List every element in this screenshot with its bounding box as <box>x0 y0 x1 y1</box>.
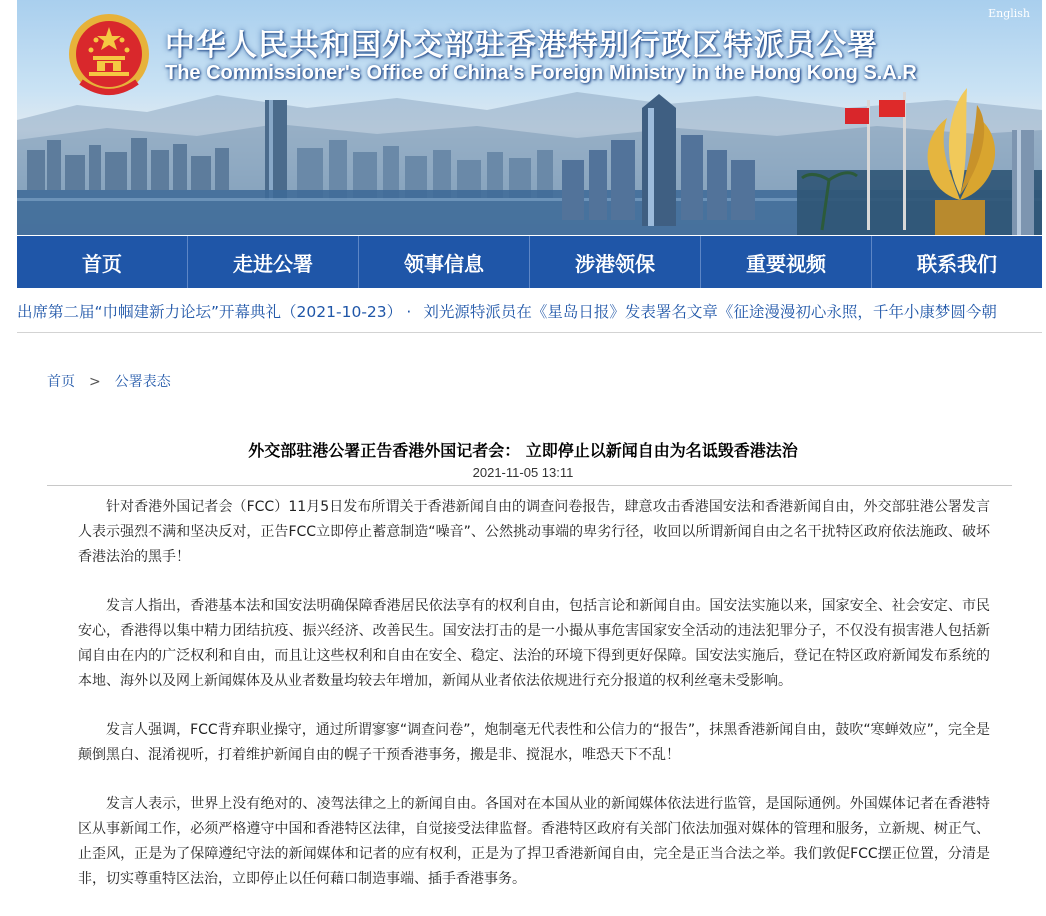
article-title: 外交部驻港公署正告香港外国记者会： 立即停止以新闻自由为名诋毁香港法治 <box>248 441 798 460</box>
breadcrumb <box>47 371 171 391</box>
site-title-chinese: 中华人民共和国外交部驻香港特别行政区特派员公署 <box>165 28 878 63</box>
ticker-item[interactable]: 出席第二届“巾帼建新力论坛”开幕典礼（2021-10-23） <box>17 303 395 321</box>
nav-item-videos[interactable]: 重要视频 <box>701 236 872 288</box>
header-banner <box>17 0 1042 235</box>
title-divider <box>47 485 1012 486</box>
nav-item-consular-protection[interactable]: 涉港领保 <box>530 236 701 288</box>
nav-item-contact[interactable]: 联系我们 <box>917 251 997 276</box>
article-paragraph: 发言人强调，FCC背弃职业操守，通过所谓寥寥“调查问卷”，炮制毫无代表性和公信力的“报告”，抹黑香港新闻自由，鼓吹“寒蝉效应”，完全是颠倒黑白、混淆视听，打着维护新闻自由的幌子干预香港事务，搬是非、搅混水，唯恐天下不乱！ <box>78 722 990 763</box>
site-title-english: The Commissioner's Office of China's Foreign Ministry in the Hong Kong S.A.R <box>165 62 917 84</box>
breadcrumb-arrow-icon: > <box>89 374 101 390</box>
nav-item-consular-info[interactable]: 领事信息 <box>359 236 530 288</box>
national-emblem-icon <box>67 10 151 100</box>
article-paragraph: 发言人表示，世界上没有绝对的、凌驾法律之上的新闻自由。各国对在本国从业的新闻媒体依法进行监管，是国际通例。外国媒体记者在香港特区从事新闻工作，必须严格遵守中国和香港特区法律，自觉接受法律监督。香港特区政府有关部门依法加强对媒体的管理和服务，立新规、树正气、止歪风，正是为了保障遵纪守法的新闻媒体和记者的应有权利，正是为了捍卫香港新闻自由，完全是正当合法之举。我们敦促FCC摆正位置，分清是非，切实尊重特区法治，立即停止以任何藉口制造事端、插手香港事务。 <box>78 796 990 887</box>
nav-item-home[interactable]: 首页 <box>17 236 188 288</box>
article-date: 2021-11-05 13:11 <box>472 465 574 480</box>
article-paragraph: 针对香港外国记者会（FCC）11月5日发布所谓关于香港新闻自由的调查问卷报告，肆意攻击香港国安法和香港新闻自由，外交部驻港公署发言人表示强烈不满和坚决反对，正告FCC立即停止蓄意制造“噪音”、公然挑动事端的卑劣行径，收回以所谓新闻自由之名干扰特区政府依法施政、破坏香港法治的黑手！ <box>78 499 990 565</box>
main-navigation <box>17 236 1042 288</box>
nav-item-about[interactable]: 走进公署 <box>188 236 359 288</box>
news-ticker <box>17 290 1042 333</box>
english-version-link[interactable]: English <box>988 7 1030 20</box>
article-paragraph: 发言人指出，香港基本法和国安法明确保障香港居民依法享有的权利自由，包括言论和新闻自由。国安法实施以来，国家安全、社会安定、市民安心，香港得以集中精力团结抗疫、振兴经济、改善民生。国安法打击的是一小撮从事危害国家安全活动的违法犯罪分子，不仅没有损害港人包括新闻自由在内的广泛权利和自由，而且让这些权利和自由在安全、稳定、法治的环境下得到更好保障。国安法实施后，登记在特区政府新闻发布系统的本地、海外以及网上新闻媒体及从业者数量均较去年增加，新闻从业者依法依规进行充分报道的权利丝毫未受影响。 <box>78 598 990 689</box>
article-body <box>78 495 990 916</box>
ticker-separator: · <box>406 303 412 321</box>
breadcrumb-home-link[interactable]: 首页 <box>47 374 75 390</box>
ticker-item[interactable]: 刘光源特派员在《星岛日报》发表署名文章《征途漫漫初心永照，千年小康梦圆今朝 <box>423 303 997 321</box>
breadcrumb-current-link[interactable]: 公署表态 <box>114 374 171 390</box>
